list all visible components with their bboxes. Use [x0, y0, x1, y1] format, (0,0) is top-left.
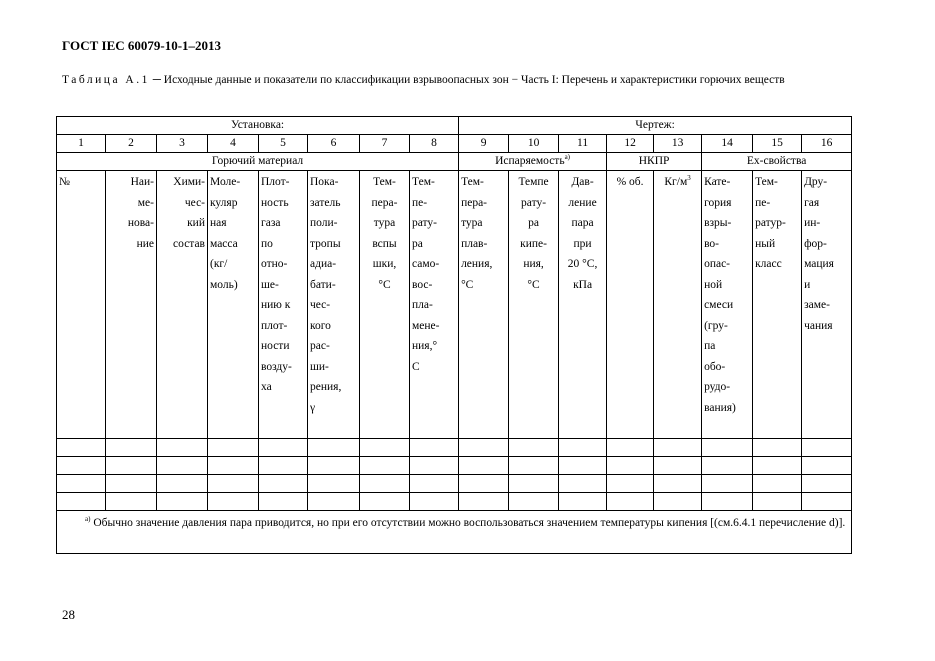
col-13-header — [654, 171, 702, 439]
header-line: отно- — [261, 258, 288, 270]
col-number: 4 — [208, 135, 259, 153]
header-line: тропы — [310, 237, 341, 250]
col-number: 7 — [360, 135, 410, 153]
header-line: Тем- — [755, 176, 778, 188]
col-number: 9 — [459, 135, 509, 153]
caption-label: Таблица А.1 — [62, 74, 150, 86]
header-line: ление — [568, 196, 597, 209]
header-line: тура — [461, 217, 483, 229]
header-line: фор- — [804, 237, 827, 250]
header-line: рату- — [412, 217, 438, 229]
header-line: ная — [210, 217, 227, 229]
document-header: ГОСТ IEC 60079-10-1–2013 — [62, 38, 222, 53]
header-line: само- — [412, 258, 440, 270]
col-2-header — [106, 171, 157, 439]
col-number: 1 — [57, 135, 106, 153]
header-line: рения, — [310, 381, 342, 393]
header-line: ше- — [261, 278, 279, 291]
header-line: Дру- — [804, 176, 828, 188]
header-line: (кг/ — [210, 258, 228, 270]
header-line: ления, — [461, 258, 493, 270]
header-line: взры- — [704, 217, 732, 229]
classification-table — [56, 116, 852, 554]
header-line: заме- — [804, 299, 830, 311]
header-line: Моле- — [210, 176, 241, 188]
header-line: ния,° — [412, 340, 438, 352]
empty-row — [57, 493, 852, 511]
empty-row — [57, 439, 852, 457]
header-line: ра — [528, 217, 539, 229]
footnote-row — [57, 511, 852, 554]
header-line: масса — [210, 237, 238, 250]
header-line: рату- — [521, 196, 547, 209]
header-line: пе- — [755, 196, 771, 209]
col-number: 3 — [157, 135, 208, 153]
footnote-text: Обычно значение давления пара приводится, но при его отсутствии можно воспользоваться значением температуры кипения [(см.6.4.1 перечисление d)]. — [90, 517, 846, 529]
caption-text: ─ Исходные данные и показатели по классификации взрывоопасных зон − Часть I: Перечень и характеристики горючих веществ — [149, 74, 785, 86]
col-13-unit-superscript: 3 — [687, 174, 691, 183]
header-line: адиа- — [310, 258, 337, 270]
col-number: 15 — [753, 135, 802, 153]
header-line: опас- — [704, 258, 731, 270]
col-number: 16 — [802, 135, 852, 153]
header-line: ратур- — [755, 217, 786, 229]
column-header-row — [57, 171, 852, 439]
col-9-header — [459, 171, 509, 439]
col-10-header — [509, 171, 559, 439]
header-line: поли- — [310, 217, 338, 229]
header-line: и — [804, 278, 811, 291]
header-line: Плот- — [261, 176, 290, 188]
col-7-header — [360, 171, 410, 439]
col-3-header — [157, 171, 208, 439]
header-line: кПа — [573, 278, 593, 291]
header-line: 20 °С, — [567, 258, 598, 270]
header-line: Пока- — [310, 176, 339, 188]
header-line: пла- — [412, 299, 433, 311]
header-line: кипе- — [520, 237, 547, 250]
header-line: рудо- — [704, 381, 731, 393]
header-line: °С — [378, 278, 391, 291]
header-line: рас- — [310, 340, 330, 352]
col-number: 8 — [410, 135, 459, 153]
col-number: 14 — [702, 135, 753, 153]
header-line: ной — [704, 278, 723, 291]
header-line: кий — [187, 217, 205, 229]
header-line: ин- — [804, 217, 821, 229]
ex-properties-cell: Ex-свойства — [702, 153, 852, 171]
header-line: ши- — [310, 360, 329, 373]
empty-row — [57, 457, 852, 475]
col-6-header — [308, 171, 360, 439]
header-line: па — [704, 340, 716, 352]
col-13-unit: Кг/м — [664, 176, 688, 188]
col-12-header — [607, 171, 654, 439]
footnote — [57, 511, 852, 554]
col-number: 13 — [654, 135, 702, 153]
col-number: 10 — [509, 135, 559, 153]
header-line: ха — [261, 381, 272, 393]
col-number: 5 — [259, 135, 308, 153]
header-line: кого — [310, 319, 331, 332]
col-number: 6 — [308, 135, 360, 153]
page-number: 28 — [62, 607, 75, 622]
header-line: мация — [804, 258, 834, 270]
header-line: % об. — [616, 176, 644, 188]
footnote-mark: а) — [85, 515, 91, 524]
header-line: при — [573, 237, 592, 250]
evaporation-footnote-mark: а) — [564, 153, 571, 162]
header-line: ности — [261, 340, 290, 352]
header-line: ра — [412, 237, 423, 250]
header-line: Темпе — [518, 176, 549, 188]
header-line: чес- — [184, 196, 205, 209]
col-5-header — [259, 171, 308, 439]
header-line: бати- — [310, 278, 336, 291]
header-line: затель — [310, 196, 341, 209]
header-line: °С — [527, 278, 540, 291]
header-line: плот- — [261, 319, 288, 332]
group-row — [57, 117, 852, 135]
drawing-cell: Чертеж: — [459, 117, 852, 135]
nkpr-cell: НКПР — [607, 153, 702, 171]
header-line: ность — [261, 196, 289, 209]
header-line: Дав- — [571, 176, 594, 188]
col-8-header — [410, 171, 459, 439]
header-line: № — [59, 176, 70, 188]
header-line: пера- — [461, 196, 488, 209]
header-line: пе- — [412, 196, 428, 209]
header-line: Тем- — [412, 176, 435, 188]
header-line: пера- — [371, 196, 398, 209]
header-line: Тем- — [461, 176, 484, 188]
header-line: обо- — [704, 360, 726, 373]
col-number: 2 — [106, 135, 157, 153]
header-line: вания) — [704, 401, 736, 414]
header-line: возду- — [261, 360, 292, 373]
header-line: нова- — [127, 217, 154, 229]
fuel-material-cell: Горючий материал — [57, 153, 459, 171]
header-line: смеси — [704, 299, 734, 311]
header-line: куляр — [210, 196, 238, 209]
header-line: чания — [804, 319, 833, 332]
header-line: по — [261, 237, 273, 250]
col-1-header — [57, 171, 106, 439]
header-line: тура — [373, 217, 396, 229]
header-line: Тем- — [373, 176, 396, 188]
header-line: класс — [755, 258, 782, 270]
header-line: Кате- — [704, 176, 731, 188]
header-line: Наи- — [130, 176, 154, 188]
category-row — [57, 153, 852, 171]
col-15-header — [753, 171, 802, 439]
header-line: гая — [804, 196, 820, 209]
column-number-row — [57, 135, 852, 153]
header-line: ный — [755, 237, 776, 250]
header-line: плав- — [461, 237, 488, 250]
installation-cell: Установка: — [57, 117, 459, 135]
header-line: °С — [461, 278, 474, 291]
header-line: γ — [310, 401, 316, 414]
header-line: гория — [704, 196, 732, 209]
header-line: газа — [261, 217, 281, 229]
header-line: чес- — [310, 299, 331, 311]
header-line: моль) — [210, 278, 238, 291]
table-caption — [62, 70, 862, 91]
col-4-header — [208, 171, 259, 439]
header-line: С — [412, 360, 420, 373]
header-line: во- — [704, 237, 719, 250]
header-line: пара — [571, 217, 594, 229]
header-line: мене- — [412, 319, 440, 332]
evaporation-label: Испаряемость — [495, 155, 565, 167]
col-number: 11 — [559, 135, 607, 153]
header-line: вспы — [372, 237, 397, 250]
header-line: нию к — [261, 299, 291, 311]
header-line: ме- — [137, 196, 154, 209]
header-line: Хими- — [173, 176, 205, 188]
col-16-header — [802, 171, 852, 439]
header-line: шки, — [372, 258, 397, 270]
header-line: (гру- — [704, 319, 728, 332]
header-line: состав — [173, 237, 205, 250]
col-14-header — [702, 171, 753, 439]
header-line: вос- — [412, 278, 433, 291]
col-11-header — [559, 171, 607, 439]
empty-row — [57, 475, 852, 493]
col-number: 12 — [607, 135, 654, 153]
header-line: ния, — [523, 258, 544, 270]
header-line: ние — [136, 237, 154, 250]
evaporation-cell — [459, 153, 607, 171]
